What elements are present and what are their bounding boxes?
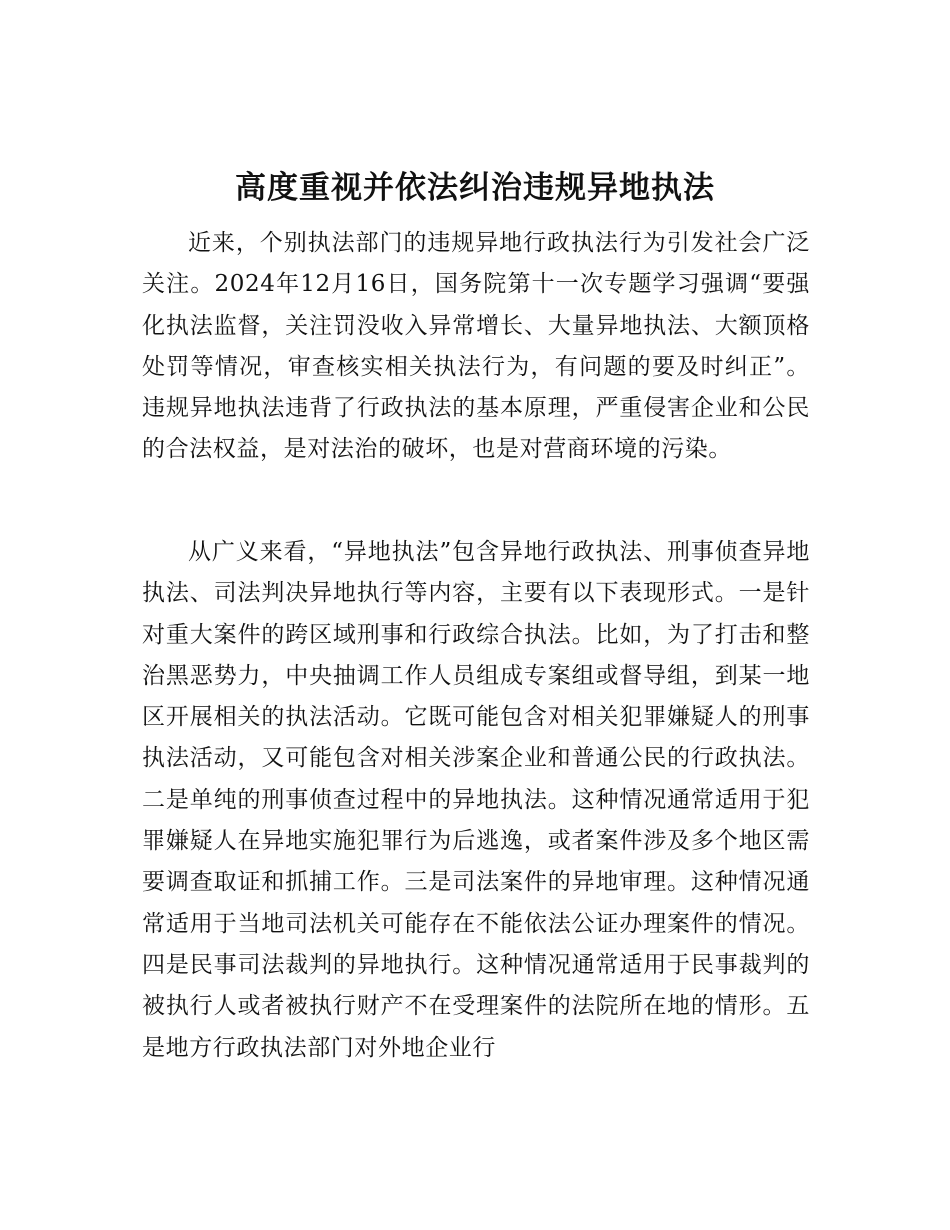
paragraph-1: 近来，个别执法部门的违规异地行政执法行为引发社会广泛关注。2024年12月16日，国务院第十一次专题学习强调“要强化执法监督，关注罚没收入异常增长、大量异地执法、大额顶格处罚等情况，审查核实相关执法行为，有问题的要及时纠正”。违规异地执法违背了行政执法的基本原理，严重侵害企业和公民的合法权益，是对法治的破坏，也是对营商环境的污染。 — [142, 230, 810, 463]
paragraph-2: 从广义来看，“异地执法”包含异地行政执法、刑事侦查异地执法、司法判决异地执行等内容，主要有以下表现形式。一是针对重大案件的跨区域刑事和行政综合执法。比如，为了打击和整治黑恶势力，中央抽调工作人员组成专案组或督导组，到某一地区开展相关的执法活动。它既可能包含对相关犯罪嫌疑人的刑事执法活动，又可能包含对相关涉案企业和普通公民的行政执法。二是单纯的刑事侦查过程中的异地执法。这种情况通常适用于犯罪嫌疑人在异地实施犯罪行为后逃逸，或者案件涉及多个地区需要调查取证和抓捕工作。三是司法案件的异地审理。这种情况通常适用于当地司法机关可能存在不能依法公证办理案件的情况。四是民事司法裁判的异地执行。这种情况通常适用于民事裁判的被执行人或者被执行财产不在受理案件的法院所在地的情形。五是地方行政执法部门对外地企业行 — [142, 539, 810, 1061]
document-title: 高度重视并依法纠治违规异地执法 — [235, 170, 715, 206]
